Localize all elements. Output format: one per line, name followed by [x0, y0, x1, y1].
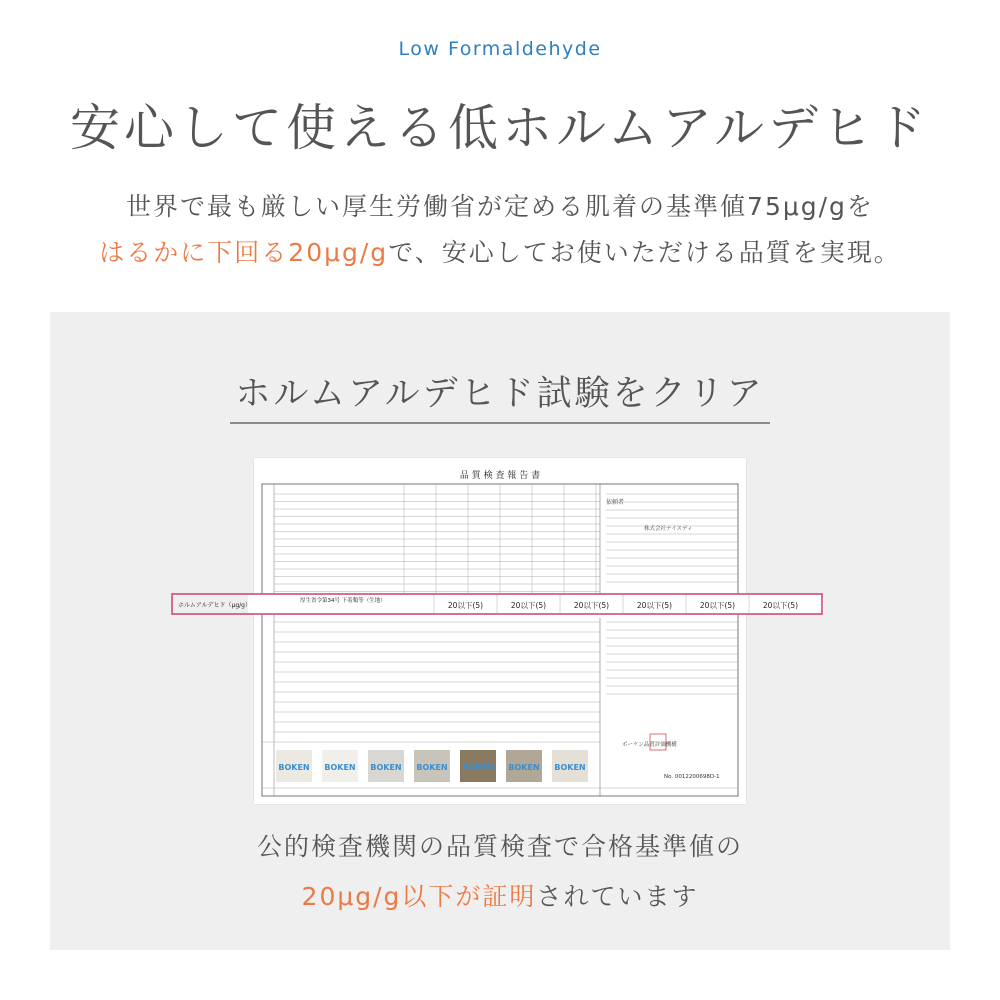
boken-logo-text: BOKEN	[370, 763, 402, 772]
result-value: 20以下(5)	[447, 601, 484, 610]
boken-logo-text: BOKEN	[554, 763, 586, 772]
result-value: 20以下(5)	[636, 601, 673, 610]
report-svg	[178, 458, 799, 804]
boken-logo-text: BOKEN	[416, 763, 448, 772]
panel-divider	[230, 422, 770, 424]
boken-logo-text: BOKEN	[278, 763, 310, 772]
lead-highlight: はるかに下回る20μg/g	[99, 238, 389, 267]
report-number: No. 0012200698D-1	[664, 774, 720, 780]
report-side-label: 依頼者	[606, 499, 625, 506]
lead-line-1: 世界で最も厳しい厚生労働省が定める肌着の基準値75μg/gを	[126, 192, 874, 221]
report-upper-grid	[274, 484, 600, 594]
standard-text: 厚生省令第34号 下着類等（生地）	[300, 598, 386, 604]
caption-line-1: 公的検査機関の品質検査で合格基準値の	[256, 832, 743, 861]
boken-logo-text: BOKEN	[508, 763, 540, 772]
test-panel	[50, 312, 950, 950]
report-company: 株式会社ナイスディ	[644, 526, 693, 532]
boken-logo-text: BOKEN	[324, 763, 356, 772]
lead-line-2	[0, 230, 1000, 276]
fabric-swatches	[276, 750, 588, 782]
panel-caption	[50, 822, 950, 922]
lead-rest: で、安心してお使いただける品質を実現。	[388, 238, 901, 267]
result-value: 20以下(5)	[699, 601, 736, 610]
result-value: 20以下(5)	[510, 601, 547, 610]
caption-highlight: 20μg/g以下が証明	[301, 882, 537, 911]
inspection-report-image	[178, 458, 799, 804]
result-value: 20以下(5)	[762, 601, 799, 610]
boken-logo-text: BOKEN	[462, 763, 494, 772]
caption-line-2	[50, 872, 950, 922]
lead-text	[0, 184, 1000, 276]
report-side-lines	[606, 494, 738, 582]
caption-rest: されています	[536, 882, 699, 911]
lab-name: ボーケン品質評価機構	[622, 742, 677, 748]
report-title: 品 質 検 査 報 告 書	[459, 471, 541, 481]
formaldehyde-label: ホルムアルデヒド（μg/g）	[178, 602, 251, 609]
panel-title: ホルムアルデヒド試験をクリア	[235, 374, 765, 414]
result-value: 20以下(5)	[573, 601, 610, 610]
page-headline: 安心して使える低ホルムアルデヒド	[70, 99, 930, 157]
eyebrow-label: Low Formaldehyde	[398, 38, 602, 60]
